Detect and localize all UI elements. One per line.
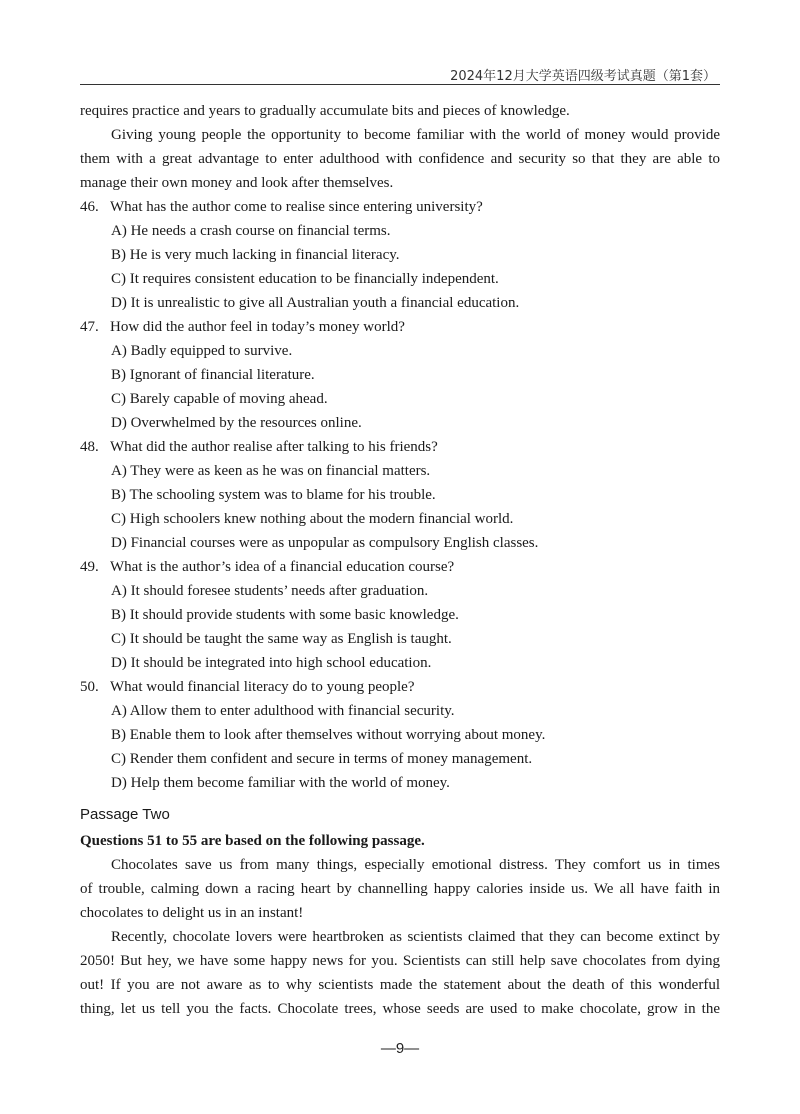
paragraph-line: Giving young people the opportunity to become familiar with the world of money would provide (111, 127, 720, 143)
passage-instruction: Questions 51 to 55 are based on the following passage. (80, 833, 425, 849)
question-number: 48. (80, 439, 99, 455)
paragraph-line: chocolates to delight us in an instant! (80, 905, 304, 921)
paragraph-line: out! If you are not aware as to why scientists made the statement about the death of this wonderful (80, 977, 720, 993)
question-50 (80, 675, 720, 699)
answer-option: A) He needs a crash course on financial terms. (111, 223, 391, 239)
question-49 (80, 555, 720, 579)
answer-option: A) It should foresee students’ needs after graduation. (111, 583, 429, 599)
answer-option: B) Ignorant of financial literature. (111, 367, 315, 383)
question-number: 49. (80, 559, 99, 575)
answer-option: A) They were as keen as he was on financial matters. (111, 463, 431, 479)
question-text: What has the author come to realise since entering university? (110, 199, 483, 215)
answer-option: B) The schooling system was to blame for his trouble. (111, 487, 436, 503)
answer-option: A) Badly equipped to survive. (111, 343, 293, 359)
paragraph-line: manage their own money and look after themselves. (80, 175, 394, 191)
page-number: —9— (380, 1040, 420, 1057)
answer-option: B) He is very much lacking in financial literacy. (111, 247, 400, 263)
answer-option: C) Barely capable of moving ahead. (111, 391, 328, 407)
answer-option: B) It should provide students with some basic knowledge. (111, 607, 459, 623)
answer-option: D) It should be integrated into high school education. (111, 655, 432, 671)
paragraph-line: Recently, chocolate lovers were heartbroken as scientists claimed that they can become extinct by (111, 929, 720, 945)
answer-option: D) Help them become familiar with the world of money. (111, 775, 450, 791)
question-48 (80, 435, 720, 459)
paragraph-line: 2050! But hey, we have some happy news for you. Scientists can still help save chocolates from dying (80, 953, 720, 969)
answer-option: D) Overwhelmed by the resources online. (111, 415, 362, 431)
page-content (80, 99, 720, 1021)
answer-option: A) Allow them to enter adulthood with financial security. (111, 703, 455, 719)
question-text: What would financial literacy do to young people? (110, 679, 415, 695)
paragraph-line: Chocolates save us from many things, especially emotional distress. They comfort us in times (111, 857, 720, 873)
header-title: 2024年12月大学英语四级考试真题（第1套） (450, 69, 716, 84)
question-text: What did the author realise after talking to his friends? (110, 439, 438, 455)
paragraph-line: them with a great advantage to enter adulthood with confidence and security so that they are able to (80, 151, 720, 167)
section-heading: Passage Two (80, 806, 170, 823)
answer-option: C) It should be taught the same way as English is taught. (111, 631, 452, 647)
question-text: How did the author feel in today’s money world? (110, 319, 405, 335)
answer-option: C) High schoolers knew nothing about the modern financial world. (111, 511, 514, 527)
question-47 (80, 315, 720, 339)
question-number: 46. (80, 199, 99, 215)
question-46 (80, 195, 720, 219)
question-number: 47. (80, 319, 99, 335)
answer-option: C) Render them confident and secure in terms of money management. (111, 751, 533, 767)
paragraph-line: of trouble, calming down a racing heart by channelling happy calories inside us. We all have faith in (80, 881, 720, 897)
paragraph-line: requires practice and years to gradually accumulate bits and pieces of knowledge. (80, 103, 570, 119)
question-number: 50. (80, 679, 99, 695)
answer-option: C) It requires consistent education to be financially independent. (111, 271, 499, 287)
paragraph-line: thing, let us tell you the facts. Chocolate trees, whose seeds are used to make chocolate, grow in the (80, 1001, 720, 1017)
answer-option: D) Financial courses were as unpopular as compulsory English classes. (111, 535, 539, 551)
answer-option: D) It is unrealistic to give all Australian youth a financial education. (111, 295, 520, 311)
page-header (80, 64, 720, 85)
answer-option: B) Enable them to look after themselves without worrying about money. (111, 727, 546, 743)
question-text: What is the author’s idea of a financial education course? (110, 559, 455, 575)
